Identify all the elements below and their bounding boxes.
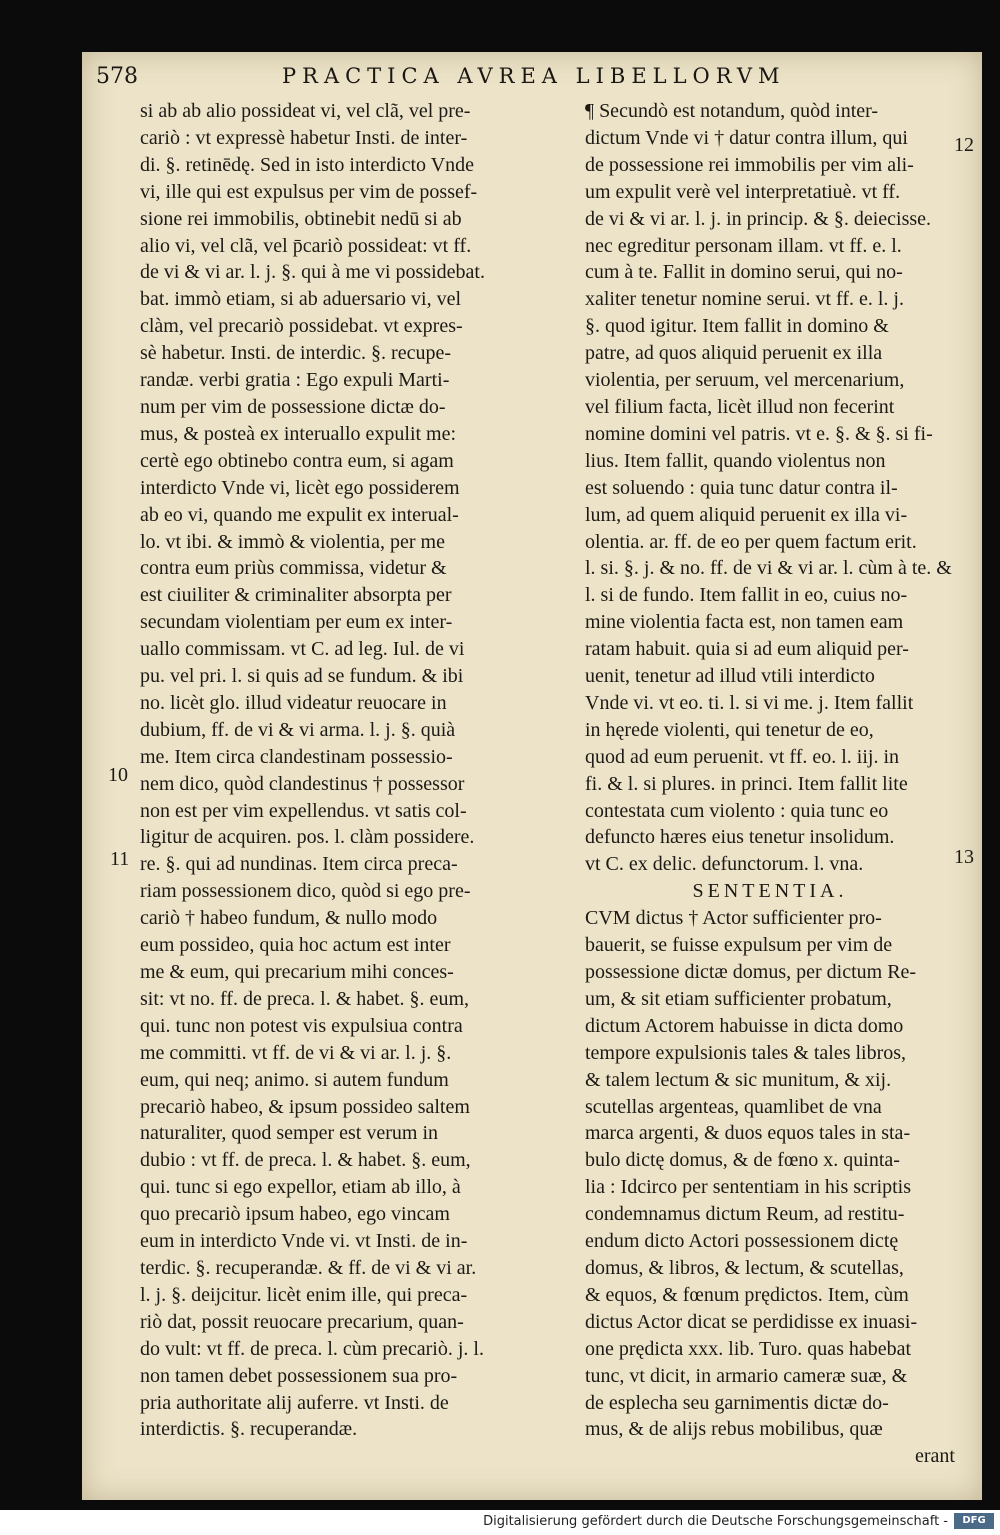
text-line: endum dicto Actori possessionem dictę xyxy=(585,1230,899,1253)
text-line: clàm, vel precariò possidebat. vt expres- xyxy=(140,315,463,338)
text-line: §. quod igitur. Item fallit in domino & xyxy=(585,315,889,338)
text-line: cariò † habeo fundum, & nullo modo xyxy=(140,907,438,930)
text-line: qui. tunc non potest vis expulsiua contra xyxy=(140,1014,463,1037)
text-line: cariò : vt expressè habetur Insti. de inter- xyxy=(140,126,468,149)
text-line: sè habetur. Insti. de interdic. §. recupe- xyxy=(140,342,451,365)
text-line: l. si. §. j. & no. ff. de vi & vi ar. l. cùm à te. & xyxy=(585,557,952,580)
text-line: contra eum priùs commissa, videtur & xyxy=(140,557,447,580)
left-text-column xyxy=(140,98,530,1443)
text-line: eum, qui neq; animo. si autem fundum xyxy=(140,1068,449,1091)
text-line: sione rei immobilis, obtinebit nedū si ab xyxy=(140,207,462,230)
text-line: olentia. ar. ff. de eo per quem factum erit. xyxy=(585,530,917,553)
text-line: de possessione rei immobilis per vim ali- xyxy=(585,153,914,176)
margin-number-13: 13 xyxy=(954,846,974,868)
text-line: scutellas argenteas, quamlibet de vna xyxy=(585,1095,882,1118)
text-line: dubio : vt ff. de preca. l. & habet. §. eum, xyxy=(140,1149,471,1172)
text-line: ligitur de acquiren. pos. l. clàm possidere. xyxy=(140,826,475,849)
text-line: naturaliter, quod semper est verum in xyxy=(140,1122,438,1145)
text-line: & talem lectum & sic munitum, & xij. xyxy=(585,1068,892,1091)
text-line: dictum Vnde vi † datur contra illum, qui xyxy=(585,126,908,149)
text-line: quo precariò ipsum habeo, ego vincam xyxy=(140,1203,450,1226)
text-line: certè ego obtinebo contra eum, si agam xyxy=(140,449,454,472)
text-line: eum possideo, quia hoc actum est inter xyxy=(140,934,451,957)
text-line: interdictis. §. recuperandæ. xyxy=(140,1418,358,1441)
text-line: de vi & vi ar. l. j. in princip. & §. deiecisse. xyxy=(585,207,932,230)
text-line: de vi & vi ar. l. j. §. qui à me vi possidebat. xyxy=(140,261,485,284)
text-line: ab eo vi, quando me expulit ex interual- xyxy=(140,503,459,526)
text-line: lum, ad quem aliquid peruenit ex illa vi- xyxy=(585,503,908,526)
margin-number-10: 10 xyxy=(108,764,128,786)
text-line: domus, & libros, & lectum, & scutellas, xyxy=(585,1256,904,1279)
text-line: violentia, per seruum, vel mercenarium, xyxy=(585,369,905,392)
text-line: vt C. ex delic. defunctorum. l. vna. xyxy=(585,853,864,876)
text-line: vi, ille qui est expulsus per vim de possef- xyxy=(140,180,478,203)
text-line: possessione dictæ domus, per dictum Re- xyxy=(585,961,917,983)
text-line: dictum Actorem habuisse in dicta domo xyxy=(585,1014,904,1037)
text-line: l. si de fundo. Item fallit in eo, cuius no- xyxy=(585,584,908,607)
text-line: Vnde vi. vt eo. ti. l. si vi me. j. Item fallit xyxy=(585,691,914,714)
text-line: me & eum, qui precarium mihi conces- xyxy=(140,961,454,983)
text-line: mine violentia facta est, non tamen eam xyxy=(585,611,904,634)
text-line: vel filium facta, licèt illud non fecerint xyxy=(585,395,895,418)
text-line: de esplecha seu garnimentis dictæ do- xyxy=(585,1391,889,1414)
digitization-footer xyxy=(0,1510,1000,1535)
text-line: ratam habuit. quia si ad eum aliquid per- xyxy=(585,638,909,661)
text-line: uallo commissam. vt C. ad leg. Iul. de vi xyxy=(140,638,465,661)
text-line: contestata cum violento : quia tunc eo xyxy=(585,799,889,822)
text-line: um expulit verè vel interpretatiuè. vt ff. xyxy=(585,180,901,203)
text-line: um, & sit etiam sufficienter probatum, xyxy=(585,987,892,1010)
text-line: xaliter tenetur nomine serui. vt ff. e. l. j. xyxy=(585,288,904,311)
running-title: PRACTICA AVREA LIBELLORVM xyxy=(282,64,786,88)
text-line: pu. vel pri. l. si quis ad se fundum. & ibi xyxy=(140,665,464,688)
text-line: cum à te. Fallit in domino serui, qui no- xyxy=(585,261,903,284)
text-line: fi. & l. si plures. in princi. Item fallit lite xyxy=(585,772,908,795)
text-line: patre, ad quos aliquid peruenit ex illa xyxy=(585,342,883,365)
text-line: tunc, vt dicit, in armario cameræ suæ, & xyxy=(585,1364,908,1387)
text-line: do vult: vt ff. de preca. l. cùm precariò. j. l. xyxy=(140,1337,484,1360)
text-line: lius. Item fallit, quando violentus non xyxy=(585,449,886,472)
text-line: mus, & de alijs rebus mobilibus, quæ xyxy=(585,1418,883,1441)
right-text-column xyxy=(585,98,955,1470)
text-line: di. §. retinēdę. Sed in isto interdicto Vnde xyxy=(140,153,475,176)
text-line: dubium, ff. de vi & vi arma. l. j. §. quià xyxy=(140,718,456,741)
text-line: terdic. §. recuperandæ. & ff. de vi & vi ar. xyxy=(140,1256,477,1279)
text-line: no. licèt glo. illud videatur reuocare in xyxy=(140,691,447,714)
text-line: secundam violentiam per eum ex inter- xyxy=(140,611,453,634)
text-line: re. §. qui ad nundinas. Item circa preca- xyxy=(140,853,458,876)
text-line: lo. vt ibi. & immò & violentia, per me xyxy=(140,530,445,553)
text-line: num per vim de possessione dictæ do- xyxy=(140,395,446,418)
text-line: condemnamus dictum Reum, ad restitu- xyxy=(585,1203,905,1226)
text-line: me. Item circa clandestinam possessio- xyxy=(140,745,453,768)
text-line: est soluendo : quia tunc datur contra il- xyxy=(585,476,898,499)
text-line: me committi. vt ff. de vi & vi ar. l. j. §. xyxy=(140,1041,452,1064)
text-line: ¶ Secundò est notandum, quòd inter- xyxy=(585,100,879,122)
text-line: randæ. verbi gratia : Ego expuli Marti- xyxy=(140,369,450,392)
text-line: non est per vim expellendus. vt satis col- xyxy=(140,799,467,822)
text-line: eum in interdicto Vnde vi. vt Insti. de in- xyxy=(140,1230,468,1253)
text-line: nec egreditur personam illam. vt ff. e. l. xyxy=(585,234,902,257)
text-line: defuncto hæres eius tenetur insolidum. xyxy=(585,826,895,849)
footer-credit: Digitalisierung gefördert durch die Deutsche Forschungsgemeinschaft - xyxy=(483,1514,948,1529)
dfg-logo: DFG xyxy=(954,1513,994,1529)
text-line: non tamen debet possessionem sua pro- xyxy=(140,1364,458,1387)
text-line: tempore expulsionis tales & tales libros, xyxy=(585,1041,907,1064)
text-line: precariò habeo, & ipsum possideo saltem xyxy=(140,1095,470,1118)
sententia-heading: SENTENTIA. xyxy=(692,880,848,903)
text-line: bauerit, se fuisse expulsum per vim de xyxy=(585,934,893,957)
text-line: qui. tunc si ego expellor, etiam ab illo, à xyxy=(140,1176,461,1199)
text-line: lia : Idcirco per sententiam in his scriptis xyxy=(585,1176,912,1199)
text-line: bulo dictę domus, & de fœno x. quinta- xyxy=(585,1149,900,1172)
text-line: l. j. §. deijcitur. licèt enim ille, qui preca- xyxy=(140,1283,468,1306)
text-line: si ab ab alio possideat vi, vel clã, vel pre- xyxy=(140,100,471,122)
text-line: mus, & posteà ex interuallo expulit me: xyxy=(140,422,457,445)
text-line: pria authoritate alij auferre. vt Insti. de xyxy=(140,1391,449,1414)
text-line: est ciuiliter & criminaliter absorpta per xyxy=(140,584,452,607)
text-line: bat. immò etiam, si ab aduersario vi, vel xyxy=(140,288,462,311)
text-line: erant xyxy=(915,1445,955,1468)
text-line: quod ad eum peruenit. vt ff. eo. l. iij. in xyxy=(585,745,900,768)
text-line: uenit, tenetur ad illud vtili interdicto xyxy=(585,665,875,688)
margin-number-12: 12 xyxy=(954,134,974,156)
margin-number-11: 11 xyxy=(110,848,130,870)
text-line: riam possessionem dico, quòd si ego pre- xyxy=(140,880,471,903)
book-page xyxy=(82,52,982,1500)
text-line: nem dico, quòd clandestinus † possessor xyxy=(140,772,465,795)
text-line: one prędicta xxx. lib. Turo. quas habebat xyxy=(585,1337,912,1360)
text-line: sit: vt no. ff. de preca. l. & habet. §. eum, xyxy=(140,987,469,1010)
text-line: interdicto Vnde vi, licèt ego possiderem xyxy=(140,476,460,499)
text-line: marca argenti, & duos equos tales in sta- xyxy=(585,1122,911,1145)
text-line: dictus Actor dicat se perdidisse ex inuasi- xyxy=(585,1310,918,1333)
text-line: in hęrede violenti, qui tenetur de eo, xyxy=(585,718,874,741)
text-line: nomine domini vel patris. vt e. §. & §. si fi- xyxy=(585,422,933,445)
text-line: CVM dictus † Actor sufficienter pro- xyxy=(585,907,882,930)
text-line: alio vi, vel clã, vel p̄cariò possideat: vt ff. xyxy=(140,234,472,257)
text-line: riò dat, possit reuocare precarium, quan- xyxy=(140,1310,464,1333)
text-line: & equos, & fœnum prędictos. Item, cùm xyxy=(585,1283,909,1306)
page-number: 578 xyxy=(96,64,138,89)
